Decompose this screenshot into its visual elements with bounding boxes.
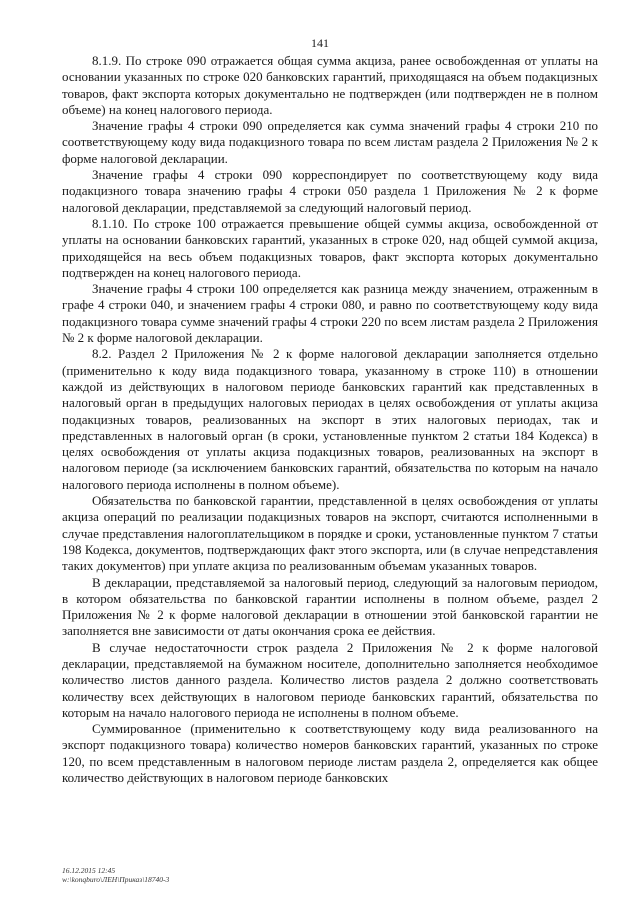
paragraph: 8.2. Раздел 2 Приложения № 2 к форме налоговой декларации заполняется отдельно (применительно к коду вида подакцизного товара, указанному в строке 110) в отношении каждой из действующих в налоговом периоде банковских гарантий как представленных в налоговый орган в предыдущих налоговых периодах в целях освобождения от уплаты акциза подакцизных товаров, реализованных на экспорт в этих налоговых периодах, так и представленных в налоговый орган (в сроки, установленные пунктом 2 статьи 184 Кодекса) в целях освобождения от уплаты акциза подакцизных товаров, реализованных на экспорт в налоговом периоде (за исключением банковских гарантий, обязательства по которым на начало налогового периода исполнены в полном объеме). [62, 346, 598, 492]
paragraph: В декларации, представляемой за налоговый период, следующий за налоговым периодом, в котором обязательства по банковской гарантии исполнены в полном объеме, раздел 2 Приложения № 2 к форме налоговой декларации в отношении этой банковской гарантии не заполняется вне зависимости от даты окончания срока ее действия. [62, 574, 598, 639]
footer-timestamp: 16.12.2015 12:45 [62, 866, 116, 875]
paragraph: Суммированное (применительно к соответствующему коду вида реализованного на экспорт подакцизного товара) количество номеров банковских гарантий, указанных по строке 120, по всем представленным в налоговом периоде листам раздела 2, определяется как общее количество действующих в налоговом периоде банковских [62, 721, 598, 786]
paragraph: Значение графы 4 строки 100 определяется как разница между значением, отраженным в графе 4 строки 040, и значением графы 4 строки 080, и равно по соответствующему коду вида подакцизного товара сумме значений графы 4 строки 220 по всем листам раздела 2 Приложения № 2 к форме налоговой декларации. [62, 281, 598, 346]
paragraph: Обязательства по банковской гарантии, представленной в целях освобождения от уплаты акциза операций по реализации подакцизных товаров на экспорт, считаются исполненными в случае представления налогоплательщиком в порядке и сроки, установленные пунктом 7 статьи 198 Кодекса, документов, подтверждающих факт этого экспорта, или (в случае непредставления таких документов) при уплате акциза по реализованным объемам указанных товаров. [62, 493, 598, 574]
paragraph: 8.1.10. По строке 100 отражается превышение общей суммы акциза, освобожденной от уплаты на основании банковских гарантий, указанных в строке 020, над общей суммой акциза, приходящейся на весь объем подакцизных товаров, факт экспорта которых документально подтвержден на конец налогового периода. [62, 215, 598, 280]
paragraph: 8.1.9. По строке 090 отражается общая сумма акциза, ранее освобожденная от уплаты на основании указанных по строке 020 банковских гарантий, приходящаяся на объем подакцизных товаров, факт экспорта которых документально не подтвержден (или подтвержден не в полном объеме) на конец налогового периода. [62, 53, 598, 117]
paragraph: Значение графы 4 строки 090 определяется как сумма значений графы 4 строки 210 по соответствующему коду вида подакцизного товара по всем листам раздела 2 Приложения № 2 к форме налоговой декларации. [62, 118, 598, 166]
footer-file-path: w:\konqburo\ЛЕН\Приказ\18740-3 [62, 875, 170, 884]
footer [62, 866, 169, 884]
document-body [62, 53, 598, 786]
page-number: 141 [311, 36, 329, 50]
paragraph: Значение графы 4 строки 090 корреспондирует по соответствующему коду вида подакцизного товара значению графы 4 строки 050 раздела 1 Приложения № 2 к форме налоговой декларации, представляемой за следующий налоговый период. [62, 167, 598, 215]
paragraph: В случае недостаточности строк раздела 2 Приложения № 2 к форме налоговой декларации, представляемой на бумажном носителе, дополнительно заполняется необходимое количество листов данного раздела. Количество листов раздела 2 должно соответствовать количеству всех действующих в налоговом периоде банковских гарантий, обязательства по которым на начало налогового периода не исполнены в полном объеме. [62, 639, 598, 720]
